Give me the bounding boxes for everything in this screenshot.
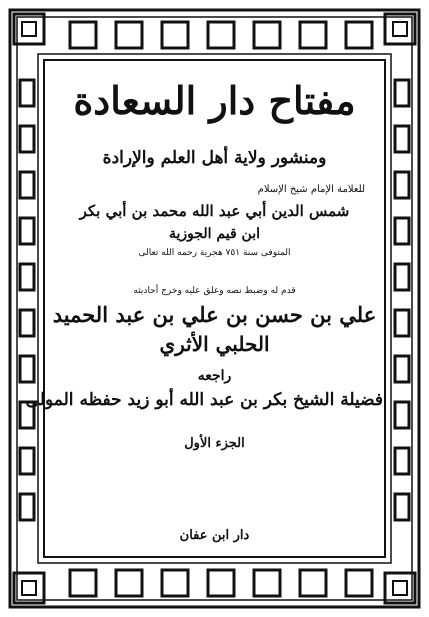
- border-knot: [162, 570, 188, 596]
- border-knot: [395, 172, 409, 198]
- border-knot: [20, 80, 34, 106]
- book-subtitle: ومنشور ولاية أهل العلم والإرادة: [102, 148, 327, 168]
- border-knot: [395, 310, 409, 336]
- editor-nisba: الحلبي الأثري: [159, 332, 270, 356]
- border-knot: [346, 570, 372, 596]
- border-knot: [116, 570, 142, 596]
- border-knot: [20, 356, 34, 382]
- border-knot: [70, 22, 96, 48]
- border-knot: [395, 448, 409, 474]
- border-knot: [395, 494, 409, 520]
- border-knot: [300, 570, 326, 596]
- border-knot: [395, 264, 409, 290]
- publisher-name: دار ابن عفان: [179, 528, 250, 543]
- border-knot: [116, 22, 142, 48]
- border-knot: [162, 22, 188, 48]
- editor-name: علي بن حسن بن علي بن عبد الحميد: [52, 302, 377, 327]
- border-knot: [208, 22, 234, 48]
- border-knot: [20, 172, 34, 198]
- author-name: شمس الدين أبي عبد الله محمد بن أبي بكر: [79, 202, 350, 220]
- border-knot: [208, 570, 234, 596]
- reviewed-by-label: راجعه: [197, 368, 232, 384]
- border-knot: [20, 126, 34, 152]
- author-death-note: المتوفى سنة ٧٥١ هجرية رحمه الله تعالى: [138, 248, 291, 258]
- border-knot: [395, 80, 409, 106]
- author-label: للعلامة الإمام شيخ الإسلام: [257, 184, 365, 195]
- border-knot: [20, 218, 34, 244]
- border-knot: [300, 22, 326, 48]
- border-knot: [20, 310, 34, 336]
- border-knot: [395, 218, 409, 244]
- book-title: مفتاح دار السعادة: [73, 78, 356, 123]
- editor-label: قدم له وضبط نصه وعلق عليه وخرج أحاديثه: [133, 286, 296, 296]
- reviewer-name: فضيلة الشيخ بكر بن عبد الله أبو زيد حفظه المولى: [25, 390, 383, 410]
- border-knot: [395, 402, 409, 428]
- title-block: [25, 62, 383, 555]
- volume-label: الجزء الأول: [184, 436, 245, 451]
- author-name-2: ابن قيم الجوزية: [168, 226, 260, 242]
- border-knot: [346, 22, 372, 48]
- border-knot: [20, 494, 34, 520]
- border-knot: [70, 570, 96, 596]
- border-knot: [254, 22, 280, 48]
- border-knot: [20, 448, 34, 474]
- border-knot: [20, 264, 34, 290]
- border-knot: [395, 126, 409, 152]
- border-knot: [395, 356, 409, 382]
- border-knot: [254, 570, 280, 596]
